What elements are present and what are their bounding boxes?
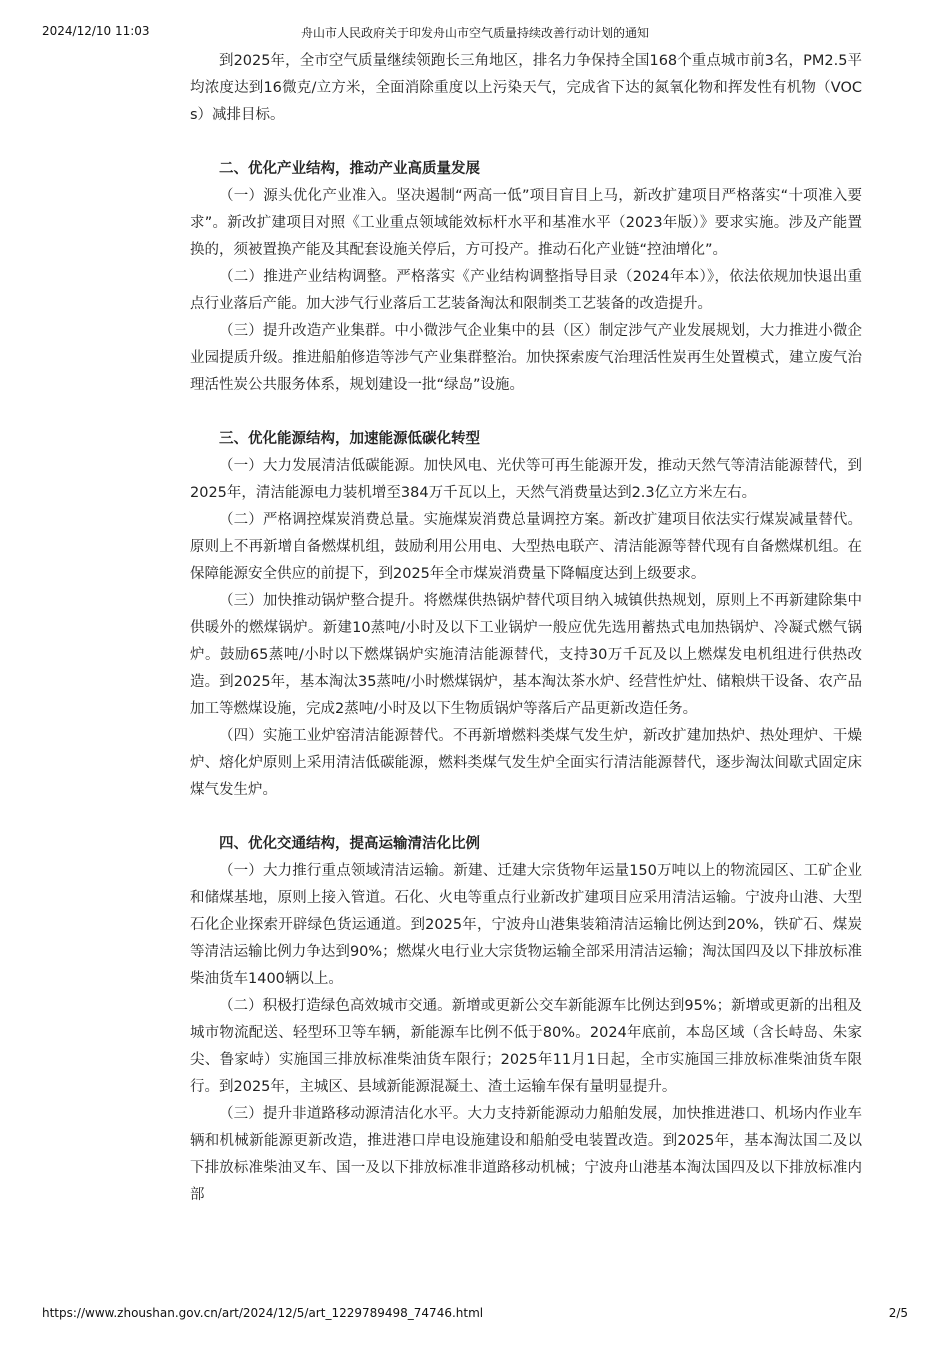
intro-paragraph: 到2025年，全市空气质量继续领跑长三角地区，排名力争保持全国168个重点城市前3名，PM2.5平均浓度达到16微克/立方米，全面消除重度以上污染天气，完成省下达的氮氧化物和挥发性有机物（VOCs）减排目标。 (190, 53, 862, 123)
page-title: 舟山市人民政府关于印发舟山市空气质量持续改善行动计划的通知 (300, 26, 649, 40)
paragraph: （三）提升非道路移动源清洁化水平。大力支持新能源动力船舶发展，加快推进港口、机场内作业车辆和机械新能源更新改造，推进港口岸电设施建设和船舶受电装置改造。到2025年，基本淘汰国二及以下排放标准柴油叉车、国一及以下排放标准非道路移动机械；宁波舟山港基本淘汰国四及以下排放标准内部 (190, 1106, 862, 1203)
paragraph: （四）实施工业炉窑清洁能源替代。不再新增燃料类煤气发生炉，新改扩建加热炉、热处理炉、干燥炉、熔化炉原则上采用清洁低碳能源，燃料类煤气发生炉全面实行清洁能源替代，逐步淘汰间歇式固定床煤气发生炉。 (190, 728, 862, 798)
paragraph: （一）大力推行重点领域清洁运输。新建、迁建大宗货物年运量150万吨以上的物流园区、工矿企业和储煤基地，原则上接入管道。石化、火电等重点行业新改扩建项目应采用清洁运输。宁波舟山港、大型石化企业探索开辟绿色货运通道。到2025年，宁波舟山港集装箱清洁运输比例达到20%，铁矿石、煤炭等清洁运输比例力争达到90%；燃煤火电行业大宗货物运输全部采用清洁运输；淘汰国四及以下排放标准柴油货车1400辆以上。 (190, 863, 862, 987)
page-number: 2/5 (888, 1306, 908, 1320)
section-heading-transport: 四、优化交通结构，提高运输清洁化比例 (219, 836, 480, 852)
paragraph: （三）加快推动锅炉整合提升。将燃煤供热锅炉替代项目纳入城镇供热规划，原则上不再新建除集中供暖外的燃煤锅炉。新建10蒸吨/小时及以下工业锅炉一般应优先选用蓄热式电加热锅炉、冷凝式燃气锅炉。鼓励65蒸吨/小时以下燃煤锅炉实施清洁能源替代，支持30万千瓦及以上燃煤发电机组进行供热改造。到2025年，基本淘汰35蒸吨/小时燃煤锅炉，基本淘汰茶水炉、经营性炉灶、储粮烘干设备、农产品加工等燃煤设施，完成2蒸吨/小时及以下生物质锅炉等落后产品更新改造任务。 (190, 593, 862, 717)
article-body (190, 48, 862, 1209)
paragraph: （一）源头优化产业准入。坚决遏制“两高一低”项目盲目上马，新改扩建项目严格落实“十项准入要求”。新改扩建项目对照《工业重点领域能效标杆水平和基准水平（2023年版）》要求实施。涉及产能置换的，须被置换产能及其配套设施关停后，方可投产。推动石化产业链“控油增化”。 (190, 188, 862, 258)
section-heading-industry: 二、优化产业结构，推动产业高质量发展 (219, 161, 480, 177)
paragraph: （二）严格调控煤炭消费总量。实施煤炭消费总量调控方案。新改扩建项目依法实行煤炭减量替代。原则上不再新增自备燃煤机组，鼓励利用公用电、大型热电联产、清洁能源等替代现有自备燃煤机组。在保障能源安全供应的前提下，到2025年全市煤炭消费量下降幅度达到上级要求。 (190, 512, 862, 582)
paragraph: （二）推进产业结构调整。严格落实《产业结构调整指导目录（2024年本）》，依法依规加快退出重点行业落后产能。加大涉气行业落后工艺装备淘汰和限制类工艺装备的改造提升。 (190, 269, 862, 312)
paragraph: （三）提升改造产业集群。中小微涉气企业集中的县（区）制定涉气产业发展规划，大力推进小微企业园提质升级。推进船舶修造等涉气产业集群整治。加快探索废气治理活性炭再生处置模式，建立废气治理活性炭公共服务体系，规划建设一批“绿岛”设施。 (190, 323, 862, 393)
section-heading-energy: 三、优化能源结构，加速能源低碳化转型 (219, 431, 480, 447)
page-url: https://www.zhoushan.gov.cn/art/2024/12/5/art_1229789498_74746.html (42, 1306, 484, 1320)
paragraph: （二）积极打造绿色高效城市交通。新增或更新公交车新能源车比例达到95%；新增或更新的出租及城市物流配送、轻型环卫等车辆，新能源车比例不低于80%。2024年底前，本岛区域（含长峙岛、朱家尖、鲁家峙）实施国三排放标准柴油货车限行；2025年11月1日起，全市实施国三排放标准柴油货车限行。到2025年，主城区、县域新能源混凝土、渣土运输车保有量明显提升。 (190, 998, 862, 1095)
paragraph: （一）大力发展清洁低碳能源。加快风电、光伏等可再生能源开发，推动天然气等清洁能源替代，到2025年，清洁能源电力装机增至384万千瓦以上，天然气消费量达到2.3亿立方米左右。 (190, 458, 862, 501)
print-datetime: 2024/12/10 11:03 (42, 24, 150, 38)
